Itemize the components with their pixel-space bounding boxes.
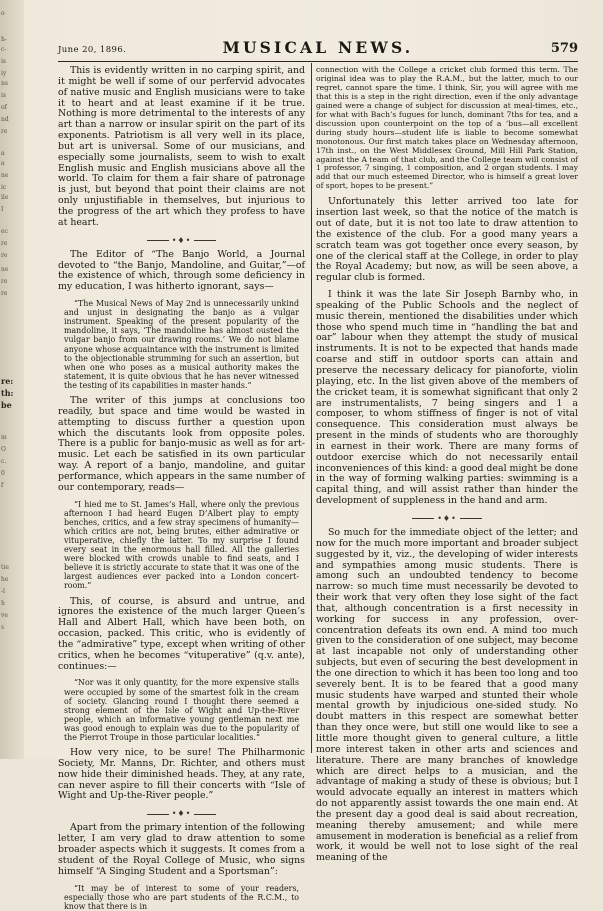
paragraph: This, of course, is absurd and untrue, and ignores the existence of the much larger Queen’s Hall and Albert Hall, which have been both, on occasion, packed. This critic, who is evidently of the “admirative” type, except when writing of other critics, when he becomes “vituperative” (q.v. ante), continues:— bbox=[58, 595, 305, 672]
header-rule bbox=[58, 61, 578, 62]
margin-fragment: re bbox=[1, 252, 8, 259]
margin-fragment: tie bbox=[1, 564, 9, 571]
margin-fragment: re: bbox=[1, 376, 14, 386]
margin-fragment: ile bbox=[1, 194, 9, 201]
paragraph: So much for the immediate object of the letter; and now for the much more important and broader subject suggested by it, viz., the developing of wider interests and sympathies among music students. There is among such an undoubted tendency to become narrow: so much time must necessarily be devoted to their work that very often they lose sight of the fact that, although concentration is a first necessity in working for success in any profession, over-concentration defeats its own end. A mind too much given to the consideration of one subject, may become at last incapable not only of understanding other subjects, but even of securing the best development in the one direction to which it has been too long and too severely bent. It is to be feared that a good many music students have warped and stunted their whole mental growth by injudicious one-sided study. No doubt matters in this respect are somewhat better than they once were, but still one would like to see a little more thought given to general culture, a little more interest taken in other arts and sciences and literature. There are many branches of knowledge which are direct helps to a musician, and the advantage of making a study of these is obvious; but I would advocate equally an interest in matters which do not apparently assist towards the one main end. At the present day a good deal is said about recreation, meaning thereby amusement; and while mere amusement in moderation is beneficial as a relief from work, it would be well not to lose sight of the real meaning of the bbox=[316, 526, 578, 864]
margin-fragment: m bbox=[1, 434, 7, 441]
margin-fragment: ic bbox=[1, 184, 7, 191]
section-ornament: •♦• bbox=[58, 808, 305, 819]
margin-fragment: f bbox=[1, 482, 4, 489]
margin-fragment: O bbox=[1, 446, 6, 453]
paragraph: The Editor of “The Banjo World, a Journal devoted to “the Banjo, Mandoline, and Guitar,”—of the existence of which, through some deficiency in my education, I was hitherto ignorant, says— bbox=[58, 248, 305, 293]
quoted-passage: connection with the College a cricket club formed this term. The original idea was to play the R.A.M., but the latter, much to our regret, cannot spare the time. I think, Sir, you will agree with me that this is a step in the right direction, even if the only advantage gained were a change of subject for discussion at meal-times, etc., for what with Bach’s fugues for lunch, dominant 7ths for tea, and a discussion upon counterpoint on the top of a ‘bus—all excellent during study hours—student life is liable to become somewhat monotonous. Our first match takes place on Wednesday afternoon, 17th inst., on the West Middlesex Ground, Mill Hill Park Station, against the A team of that club, and the College team will consist of 1 professor, 7 singing, 1 composition, and 2 organ students. I may add that our much esteemed Director, who is himself a great lover of sport, hopes to be present.” bbox=[316, 65, 578, 191]
margin-fragment: is bbox=[1, 92, 6, 99]
section-ornament: •♦• bbox=[58, 235, 305, 246]
quoted-passage: “It may be of interest to some of your readers, especially those who are part students of the R.C.M., to know that there is in bbox=[64, 883, 299, 911]
paragraph: This is evidently written in no carping spirit, and it might be well if some of our perfervid advocates of native music and English musicians were to take it to heart and at least examine if it be true. Nothing is more detrimental to the interests of any art than a narrow or insular spirit on the part of its exponents. Patriotism is all very well in its place, but art is universal. Some of our musicians, and especially some journalists, seem to wish to exalt English music and English musicians above all the world. To claim for them a fair share of patronage is just, but beyond that point their claims are not only unjustifiable in themselves, but injurious to the progress of the art which they profess to have at heart. bbox=[58, 65, 305, 228]
margin-fragment: is bbox=[1, 58, 6, 65]
margin-fragment: a bbox=[1, 150, 5, 157]
margin-fragment: ve bbox=[1, 612, 8, 619]
margin-fragment: re bbox=[1, 240, 8, 247]
left-column bbox=[58, 65, 305, 911]
margin-fragment: ne bbox=[1, 172, 9, 179]
section-ornament: •♦• bbox=[316, 513, 578, 524]
right-column bbox=[316, 65, 578, 864]
facing-page-margin bbox=[0, 0, 24, 759]
paragraph: How very nice, to be sure! The Philharmonic Society, Mr. Manns, Dr. Richter, and others must now hide their diminished heads. They, at any rate, can never aspire to fill their concerts with “Isle of Wight and Up-the-River people.” bbox=[58, 747, 305, 802]
margin-fragment: c. bbox=[1, 458, 7, 465]
margin-fragment: re bbox=[1, 290, 8, 297]
margin-fragment: re bbox=[1, 128, 8, 135]
margin-fragment: nd bbox=[1, 116, 9, 123]
margin-fragment: he bbox=[1, 576, 9, 583]
masthead-title: MUSICAL NEWS. bbox=[222, 38, 414, 57]
margin-fragment: c- bbox=[1, 46, 7, 53]
paragraph: The writer of this jumps at conclusions too readily, but space and time would be wasted in attempting to discuss further a question upon which the discutants look from opposite poles. There is a public for banjo-music as well as for art-music. Let each be satisfied in its own particular way. A report of a banjo, mandoline, and guitar performance, which appears in the same number of our contemporary, reads— bbox=[58, 394, 305, 493]
margin-fragment: ns bbox=[1, 80, 8, 87]
paragraph: Apart from the primary intention of the following letter, I am very glad to draw attention to some broader aspects which it suggests. It comes from a student of the Royal College of Music, who signs himself “A Singing Student and a Sportsman”: bbox=[58, 822, 305, 877]
margin-fragment: be bbox=[1, 400, 12, 410]
issue-date: June 20, 1896. bbox=[58, 45, 127, 55]
margin-fragment: o bbox=[1, 10, 5, 17]
margin-fragment: I bbox=[1, 206, 4, 213]
margin-fragment: a bbox=[1, 160, 5, 167]
margin-fragment: th: bbox=[1, 388, 14, 398]
quoted-passage: “The Musical News of May 2nd is unnecessarily unkind and unjust in designating the banjo as a vulgar instrument. Speaking of the present popularity of the mandoline, it says, ‘The mandoline has almost ousted the vulgar banjo from our drawing rooms.’ We do not blame anyone whose acquaintance with the instrument is limited to the objectionable strumming for such an assertion, but when one who poses as a musical authority makes the statement, it is quite obvious that he has never witnessed the testing of its capabilities in master hands.” bbox=[64, 299, 299, 390]
margin-fragment: ne bbox=[1, 266, 9, 273]
paragraph: I think it was the late Sir Joseph Barnby who, in speaking of the Public Schools and the neglect of music therein, mentioned the disabilities under which those who spend much time in “handling the bat and oar” labour when they attempt the study of musical instruments. It is not to be expected that hands made coarse and stiff in outdoor sports can attain and preserve the necessary delicacy for pianoforte, violin playing, etc. In the list given above of the members of the cricket team, it is somewhat significant that only 2 are instrumentalists, 7 being singers and 1 a composer, to whom stiffness of finger is not of vital consequence. This consideration must always be present in the minds of students who are thoroughly in earnest in their work. There are many forms of outdoor exercise which do not necessarily entail inconveniences of this kind: a good deal might be done in the way of forming walking parties: swimming is a capital thing, and will assist rather than hinder the development of suppleness in the hand and arm. bbox=[316, 289, 578, 507]
margin-fragment: -l bbox=[1, 588, 5, 595]
margin-fragment: 0 bbox=[1, 470, 5, 477]
page-header bbox=[58, 38, 578, 58]
column-rule bbox=[311, 63, 312, 753]
margin-fragment: h- bbox=[1, 36, 7, 43]
margin-fragment: s bbox=[1, 624, 5, 631]
page-number: 579 bbox=[550, 41, 578, 56]
margin-fragment: re bbox=[1, 278, 8, 285]
margin-fragment: iy bbox=[1, 70, 7, 77]
margin-fragment: of bbox=[1, 104, 7, 111]
margin-fragment: ec bbox=[1, 228, 8, 235]
paragraph: Unfortunately this letter arrived too late for insertion last week, so that the notice of the match is out of date, but it is not too late to draw attention to the existence of the club. For a good many years a scratch team was got together once every season, by one of the clerical staff at the College, in order to play the Royal Academy; but now, as will be seen above, a regular club is formed. bbox=[316, 196, 578, 284]
quoted-passage: “Nor was it only quantity, for the more expensive stalls were occupied by some of the smartest folk in the cream of society. Glancing round I thought there seemed a strong element of the Isle of Wight and Up-the-River people, which an informative young gentleman next me was good enough to explain was due to the popularity of the Pierrot Troupe in those particular localities.” bbox=[64, 678, 299, 742]
margin-fragment: h bbox=[1, 600, 5, 607]
quoted-passage: “I hied me to St. James’s Hall, where only the previous afternoon I had heard Eugen D’Albert play to empty benches, critics, and a few stray specimens of humanity—which critics are not, being brutes, either admirative or vituperative, chiefly the latter. To my surprise I found every seat in the enormous hall filled. All the galleries were blocked with crowds unable to find seats, and I believe it is strictly accurate to state that it was one of the largest audiences ever packed into a London concert-room.” bbox=[64, 499, 299, 591]
